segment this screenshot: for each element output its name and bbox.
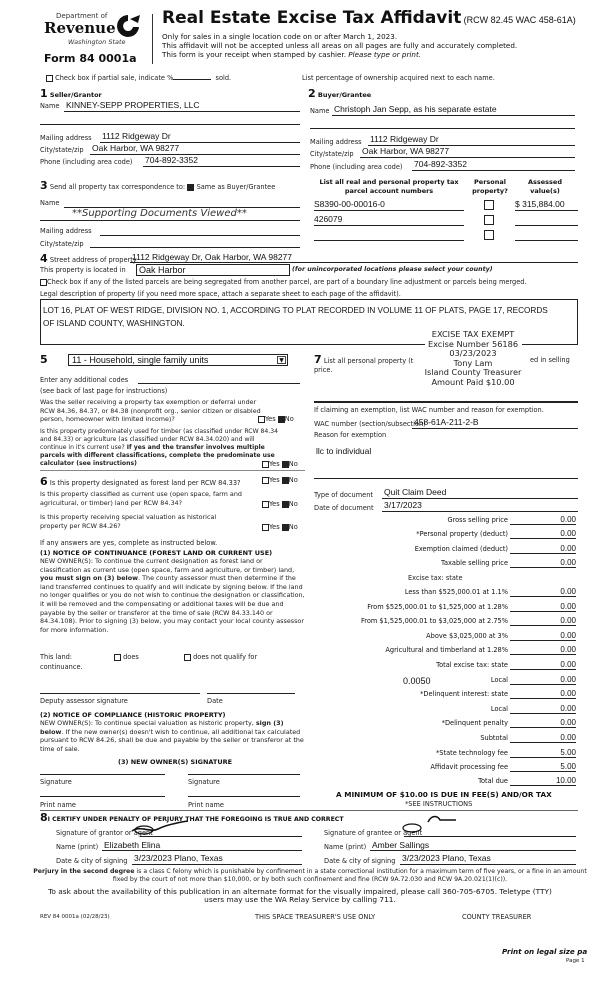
q6-1-answer: Yes No [262,476,298,484]
correspondence-heading: 3 Send all property tax correspondence to: Same as Buyer/Grantee [40,179,276,192]
buyer-heading: 2 Buyer/Grantee [308,87,372,100]
segregated-row: Check box if any of the listed parcels are being segregated from another parcel, are part of a boundary line adjustment or parcels being merged. [40,278,527,286]
revenue-swoosh-icon [114,13,142,39]
property-street-field[interactable]: 1112 Ridgeway Dr, Oak Harbor, WA 98277 [132,252,293,262]
partial-sale: Check box if partial sale, indicate % sold. [46,74,231,82]
does-not-checkbox[interactable] [184,654,191,661]
header-notes: Only for sales in a single location code on or after March 1, 2023. This affidavit will not be accepted unless all areas on all pages are fully and accurately completed. This form is your receipt when stamped by cashier. Please type or print. [162,32,518,59]
excise-exempt-stamp: EXCISE TAX EXEMPT Excise Number 56186 03/23/2023 Tony Lam Island County Treasurer Amount Paid $10.00 [424,329,522,387]
certify-heading: 8I CERTIFY UNDER PENALTY OF PERJURY THAT THE FOREGOING IS TRUE AND CORRECT [40,811,344,824]
buyer-phone-field[interactable]: 704-892-3352 [414,159,467,169]
local-rate: 0.0050 [403,676,431,686]
fee-row: *Personal property (deduct) 0.00 [416,529,576,538]
document-type-field[interactable]: Quit Claim Deed [384,487,447,497]
no-checkbox[interactable] [282,524,289,531]
grantor-date-field[interactable]: 3/23/2023 Plano, Texas [134,853,223,863]
seller-heading: 1 Seller/Grantor [40,87,102,100]
property-location-select[interactable]: Oak Harbor [136,264,290,276]
fee-row: Gross selling price 0.00 [447,515,576,524]
parcel-row [310,199,578,212]
grantee-date-field[interactable]: 3/23/2023 Plano, Texas [402,853,491,863]
minimum-due-note: A MINIMUM OF $10.00 IS DUE IN FEE(S) AND/OR TAX [336,790,552,799]
q5-2-text: Is this property predominately used for timber (as classified under RCW 84.34 and 84.33) or agriculture (as classified under RCW 84.34.020) and will continue in it's current use? If yes and the transfer involves multiple parcels with different classifications, complete the predominate use calculator (see instructions) [40,428,278,467]
continuance-notice: NEW OWNER(S): To continue the current designation as forest land or classification as current use (open space, farm and agriculture, or timber) land, you must sign on (3) below. The county assessor must then determine if the land transferred continues to qualify and will indicate by signing below. If the land no longer qualifies or you do not wish to continue the designation or classification, it will be removed and the compensating or additional taxes will be due and payable by the seller or transferor at the time of sale (RCW 84.33.140 or 84.34.108). Prior to signing (3) below, you may contact your local county assessor for more information. [40,557,305,634]
fee-row: Total due 10.00 [478,776,576,785]
assessed-value-field[interactable]: $ 315,884.00 [515,199,578,211]
yes-checkbox[interactable] [258,416,265,423]
q6-3-answer: Yes No [262,523,298,531]
document-date-field[interactable]: 3/17/2023 [384,500,422,510]
q6-1: 6 Is this property designated as forest land per RCW 84.33? [40,475,241,488]
grantee-name-field[interactable]: Amber Sallings [372,840,430,850]
fee-row: Local 0.00 [490,704,576,713]
fee-row: Subtotal 0.00 [480,733,576,742]
fee-row: Affidavit processing fee 5.00 [430,762,576,771]
does-not-option: does not qualify for [184,653,257,661]
grantor-signature [130,817,190,837]
fee-row: From $525,000.01 to $1,525,000 at 1.28% 0.00 [367,602,576,611]
seller-mail-field[interactable]: 1112 Ridgeway Dr [102,131,171,141]
dept-line: Department of [56,12,108,20]
fee-row: *Delinquent penalty 0.00 [441,718,576,727]
fee-row: *Delinquent interest: state 0.00 [420,689,576,698]
seller-name-field[interactable]: KINNEY-SEPP PROPERTIES, LLC [66,100,200,110]
fee-row: Total excise tax: state 0.00 [436,660,576,669]
dropdown-arrow-icon[interactable]: ▼ [277,356,286,364]
perjury-notice: Perjury in the second degree is a class C felony which is punishable by confinement in a state correctional institution for a maximum term of five years, or a fine in an amount fixed by the court of not more than $10,000, or by both such confinement and fine (RCW 9A.72.030 and RCW 9A.20.021(1)(c)). [33,868,587,883]
q5-1-answer: Yes No [258,415,294,423]
parcel-row [310,229,578,242]
parcel-row [310,214,578,227]
personal-property-checkbox[interactable] [484,200,494,210]
parcel-number-field[interactable]: S8390-00-00016-0 [314,199,464,211]
fee-row: Taxable selling price 0.00 [441,558,576,567]
yes-checkbox[interactable] [262,524,269,531]
buyer-mail-field[interactable]: 1112 Ridgeway Dr [370,134,439,144]
compliance-notice: NEW OWNER(S): To continue special valuation as historic property, sign (3) below. If the new owner(s) doesn't wish to continue, all additional tax calculated pursuant to RCW 84.26, shall be due and payable by the seller or transferor at the time of sale. [40,719,304,753]
same-as-buyer-checkbox[interactable] [187,184,194,191]
yes-checkbox[interactable] [262,477,269,484]
print-legal-note: Print on legal size pa [502,947,588,956]
fee-row: Above $3,025,000 at 3% 0.00 [426,631,576,640]
supporting-docs-stamp: **Supporting Documents Viewed** [72,208,247,219]
revision-label: REV 84 0001a (02/28/23) [40,914,110,920]
parcel-table: List all real and personal property tax parcel account numbers Personal property? Assessed value(s) S8390-00-00016-0 $ 315,884.00 426079 [310,178,578,246]
parcel-number-field[interactable]: 426079 [314,214,464,226]
buyer-name-field[interactable]: Christoph Jan Sepp, as his separate estate [334,104,497,114]
page-title: Real Estate Excise Tax Affidavit (RCW 82.45 WAC 458-61A) [162,8,576,28]
personal-property-checkbox[interactable] [484,230,494,240]
ownership-note: List percentage of ownership acquired next to each name. [302,74,495,82]
dept-name: Revenue [44,19,116,37]
page-number: Page 1 [566,958,585,964]
grantor-name-field[interactable]: Elizabeth Elina [104,840,161,850]
does-checkbox[interactable] [114,654,121,661]
buyer-city-field[interactable]: Oak Harbor, WA 98277 [362,146,450,156]
wac-number-field[interactable]: 458-61A-211-2-B [414,417,479,427]
does-option: does [114,653,139,661]
q5-2-answer: Yes No [262,460,298,468]
parcel-number-field[interactable] [314,229,464,241]
personal-property-label: 7 List all personal property (t [314,353,414,366]
seller-phone-field[interactable]: 704-892-3352 [145,155,198,165]
fee-row: Less than $525,000.01 at 1.1% 0.00 [404,587,576,596]
yes-checkbox[interactable] [262,461,269,468]
fee-row: From $1,525,000.01 to $3,025,000 at 2.75% 0.00 [360,616,576,625]
form-number: Form 84 0001a [44,52,137,65]
personal-property-checkbox[interactable] [484,215,494,225]
fee-row: Agricultural and timberland at 1.28% 0.00 [385,645,576,654]
yes-checkbox[interactable] [262,501,269,508]
partial-sale-checkbox[interactable] [46,75,53,82]
fee-row: Exemption claimed (deduct) 0.00 [414,544,576,553]
legal-description-text: LOT 16, PLAT OF WEST RIDGE, DIVISION NO. 1, ACCORDING TO PLAT RECORDED IN VOLUME 11 OF PLATS, PAGE 17, RECORDS OF ISLAND COUNTY, WASHINGTON. [43,306,548,328]
fee-row: Local 0.00 [490,675,576,684]
no-checkbox[interactable] [282,501,289,508]
q6-2-answer: Yes No [262,500,298,508]
grantee-signature [400,812,460,834]
no-checkbox[interactable] [278,416,285,423]
assessed-value-field[interactable] [515,214,578,226]
state-label: Washington State [68,38,126,46]
no-checkbox[interactable] [282,461,289,468]
use-code-select[interactable]: 11 - Household, single family units ▼ [68,354,288,366]
assessed-value-field[interactable] [515,229,578,241]
exemption-reason-field[interactable]: llc to individual [316,446,372,456]
seller-city-field[interactable]: Oak Harbor, WA 98277 [92,143,180,153]
fee-row: *State technology fee 5.00 [436,748,576,757]
header-divider [152,14,153,64]
no-checkbox[interactable] [282,477,289,484]
segregated-checkbox[interactable] [40,279,47,286]
property-street: 4 Street address of property [40,252,137,265]
alt-format-notice: To ask about the availability of this publication in an alternate format for the visually impaired, please call 360-705-6705. Teletype (TTY) users may use the WA Relay Service by calling 711. [48,887,552,904]
